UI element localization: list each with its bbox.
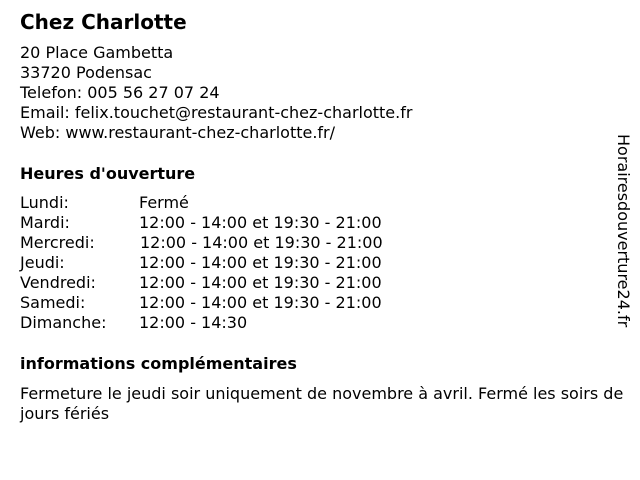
time-value: 12:00 - 14:00 et 19:30 - 21:00 bbox=[139, 213, 382, 232]
day-label: Dimanche: bbox=[20, 313, 107, 332]
info-text: Fermeture le jeudi soir uniquement de novembre à avril. Fermé les soirs de jours fériés bbox=[20, 384, 624, 423]
info-heading: informations complémentaires bbox=[20, 354, 297, 373]
contact-block bbox=[20, 43, 412, 143]
time-value: 12:00 - 14:00 et 19:30 - 21:00 bbox=[140, 233, 383, 252]
time-value: 12:00 - 14:00 et 19:30 - 21:00 bbox=[139, 293, 382, 312]
day-label: Mercredi: bbox=[20, 233, 95, 252]
website: Web: www.restaurant-chez-charlotte.fr/ bbox=[20, 123, 336, 142]
city-address: 33720 Podensac bbox=[20, 63, 152, 82]
day-label: Samedi: bbox=[20, 293, 86, 312]
site-watermark: Horairesdouverture24.fr bbox=[614, 134, 633, 328]
day-label: Jeudi: bbox=[20, 253, 65, 272]
time-value: Fermé bbox=[139, 193, 189, 212]
hours-heading: Heures d'ouverture bbox=[20, 164, 196, 183]
time-value: 12:00 - 14:00 et 19:30 - 21:00 bbox=[139, 253, 382, 272]
email-address: Email: felix.touchet@restaurant-chez-charlotte.fr bbox=[20, 103, 413, 122]
phone-number: Telefon: 005 56 27 07 24 bbox=[20, 83, 220, 102]
day-label: Mardi: bbox=[20, 213, 70, 232]
street-address: 20 Place Gambetta bbox=[20, 43, 174, 62]
time-value: 12:00 - 14:30 bbox=[139, 313, 248, 332]
restaurant-name: Chez Charlotte bbox=[20, 10, 187, 34]
day-label: Lundi: bbox=[20, 193, 69, 212]
day-label: Vendredi: bbox=[20, 273, 96, 292]
time-value: 12:00 - 14:00 et 19:30 - 21:00 bbox=[139, 273, 382, 292]
